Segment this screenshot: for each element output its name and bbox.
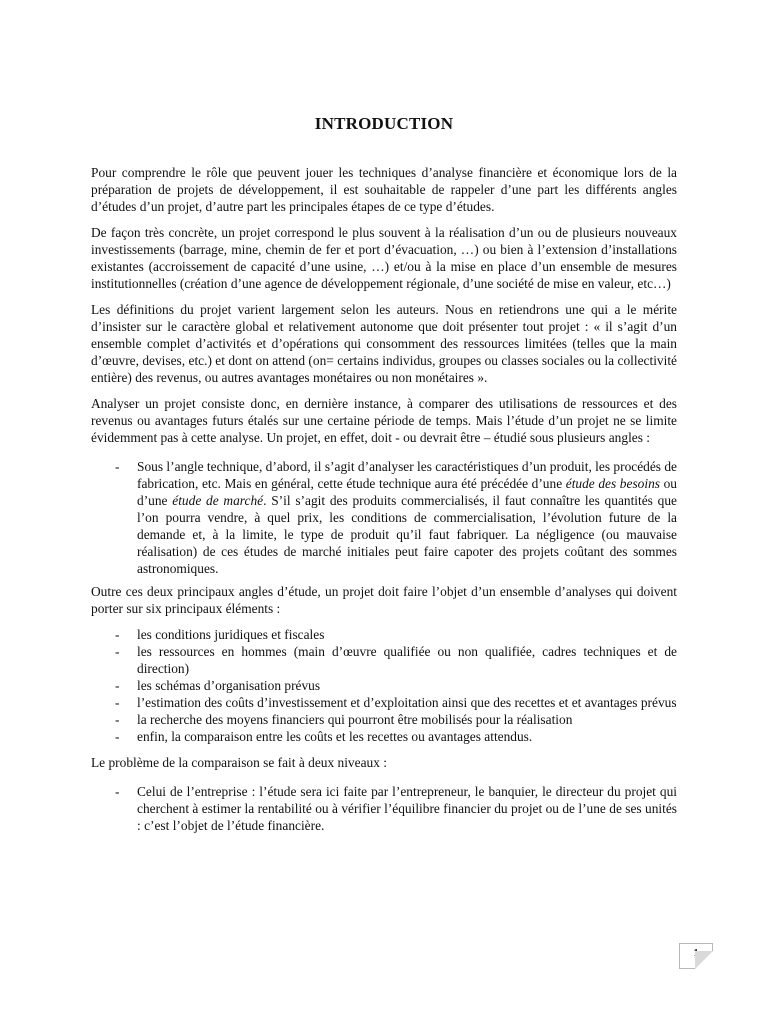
- elements-list: [91, 626, 677, 745]
- paragraph-intro: Pour comprendre le rôle que peuvent jouer les techniques d’analyse financière et économique lors de la préparation de projets de développement, il est souhaitable de rappeler d’une part les différents angles d’études d’un projet, d’autre part les principales étapes de ce type d’études.: [91, 165, 677, 214]
- page-curl-icon: [695, 951, 713, 969]
- angles-list: [91, 458, 677, 577]
- list-item-angle-technique: [91, 458, 677, 577]
- list-dash: -: [115, 459, 120, 474]
- page-title: INTRODUCTION: [314, 114, 454, 133]
- italic-etude-besoins: étude des besoins: [565, 476, 660, 491]
- paragraph-analyse: Analyser un projet consiste donc, en dernière instance, à comparer des utilisations de ressources et des revenus ou avantages futurs étalés sur une certaine période de temps. Mais l’étude d’un projet ne se limite évidemment pas à cette analyse. Un projet, en effet, doit - ou devrait être – étudié sous plusieurs angles :: [91, 396, 677, 445]
- list-item: - les ressources en hommes (main d’œuvre qualifiée ou non qualifiée, cadres techniques et de direction): [115, 644, 677, 676]
- list-item-text: Sous l’angle technique, d’abord, il s’agit d’analyser les caractéristiques d’un produit, les procédés de fabrication, etc. Mais en général, cette étude technique aura été précédée d’une étude des besoins ou d’une étude de marché. S’il s’agit des produits commercialisés, il faut connaître les quantités que l’on pourra vendre, à quel prix, les conditions de commercialisation, l’évolution future de la demande et, à la limite, le type de produit qu’il faut fabriquer. La négligence (ou mauvaise réalisation) de ces études de marché initiales peut faire capoter des projets coûtant des sommes astronomiques.: [137, 459, 677, 576]
- paragraph-definitions: Les définitions du projet varient largement selon les auteurs. Nous en retiendrons une qui a le mérite d’insister sur le caractère global et relativement autonome que doit présenter tout projet : « il s’agit d’un ensemble complet d’activités et d’opérations qui consomment des ressources limitées (telles que la main d’œuvre, devises, etc.) et dont on attend (on= certains individus, groupes ou classes sociales ou la collectivité entière) des revenus, ou autres avantages monétaires ou non monétaires ».: [91, 302, 677, 385]
- paragraph-elements-intro: Outre ces deux principaux angles d’étude, un projet doit faire l’objet d’un ensemble d’analyses qui doivent porter sur six principaux éléments :: [91, 584, 677, 616]
- list-item: - la recherche des moyens financiers qui pourront être mobilisés pour la réalisation: [115, 712, 573, 727]
- document-body: [91, 164, 677, 840]
- italic-etude-marche: étude de marché: [172, 493, 264, 508]
- list-item: - les schémas d’organisation prévus: [115, 678, 321, 693]
- list-item: - Celui de l’entreprise : l’étude sera ici faite par l’entrepreneur, le banquier, le directeur du projet qui cherchent à estimer la rentabilité ou à vérifier l’équilibre financier du projet ou de l’une de ses unités : c’est l’objet de l’étude financière.: [115, 784, 677, 833]
- paragraph-comparaison: Le problème de la comparaison se fait à deux niveaux :: [91, 755, 387, 770]
- list-item: - enfin, la comparaison entre les coûts et les recettes ou avantages attendus.: [115, 729, 533, 744]
- page-number-box: [679, 943, 713, 969]
- levels-list: [91, 783, 677, 834]
- page-number: 1: [693, 948, 699, 959]
- list-item: - l’estimation des coûts d’investissement et d’exploitation ainsi que des recettes et et avantages prévus: [115, 695, 677, 710]
- list-item: - les conditions juridiques et fiscales: [115, 627, 325, 642]
- paragraph-projet-definition: De façon très concrète, un projet correspond le plus souvent à la réalisation d’un ou de plusieurs nouveaux investissements (barrage, mine, chemin de fer et port d’évacuation, …) ou bien à l’extension d’installations existantes (accroissement de capacité d’une usine, …) et/ou à la mise en place d’un ensemble de mesures institutionnelles (création d’une agence de développement régionale, d’une société de mise en valeur, etc…): [91, 225, 677, 291]
